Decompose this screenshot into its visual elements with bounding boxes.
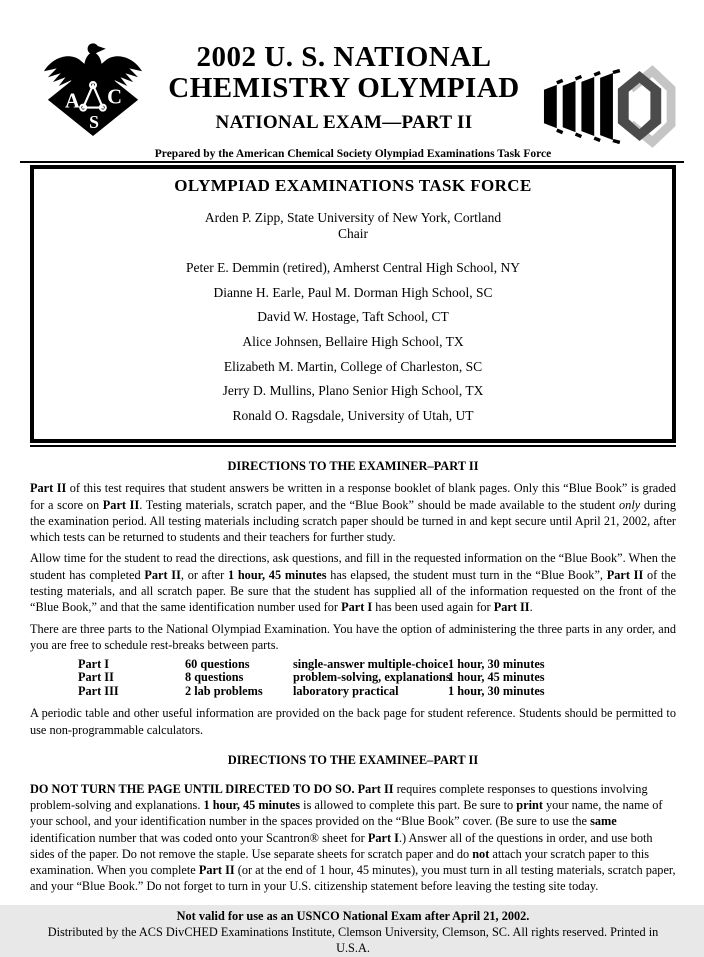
- schedule-row: [78, 658, 676, 671]
- acs-letter-s: S: [89, 112, 99, 133]
- page-footer: [30, 908, 676, 957]
- schedule-time: 1 hour, 30 minutes: [448, 683, 545, 698]
- taskforce-box: [30, 165, 676, 443]
- taskforce-box-underline: [30, 445, 676, 447]
- taskforce-member: Alice Johnsen, Bellaire High School, TX: [242, 334, 464, 349]
- examinee-paragraph: DO NOT TURN THE PAGE UNTIL DIRECTED TO DO SO. Part II requires complete responses to questions involving problem-solving and explanations. 1 hour, 45 minutes is allowed to complete this part. Be sure to print your name, the name of your school, and your identification number in the spaces provided on the “Blue Book” cover. (Be sure to use the same identification number that was coded onto your Scantron® sheet for Part I.) Answer all of the questions in order, and use both sides of the paper. Do not remove the staple. Use separate sheets for scratch paper and do not attach your scratch paper to this examination. When you complete Part II (or at the end of 1 hour, 45 minutes), you must turn in all testing materials, scratch paper, and your “Blue Book.” Do not forget to turn in your U.S. citizenship statement before leaving the testing site today.: [30, 781, 676, 894]
- page-title-line1: 2002 U. S. NATIONAL: [196, 41, 492, 73]
- taskforce-member: Jerry D. Mullins, Plano Senior High School, TX: [222, 383, 484, 399]
- chair-name: Arden P. Zipp, State University of New York, Cortland: [204, 210, 502, 225]
- title-block: [146, 36, 542, 134]
- schedule-questions: 8 questions: [185, 670, 244, 685]
- taskforce-member: David W. Hostage, Taft School, CT: [257, 309, 449, 325]
- exam-subtitle: NATIONAL EXAM—PART II: [215, 112, 473, 134]
- schedule-questions: 2 lab problems: [185, 683, 263, 698]
- validity-notice: Not valid for use as an USNCO National Exam after April 21, 2002.: [176, 908, 530, 923]
- schedule-part: Part I: [78, 657, 110, 672]
- schedule-time: 1 hour, 30 minutes: [448, 657, 545, 672]
- schedule-format: problem-solving, explanations: [293, 670, 451, 685]
- examiner-heading: DIRECTIONS TO THE EXAMINER–PART II: [227, 459, 479, 474]
- examinee-heading: DIRECTIONS TO THE EXAMINEE–PART II: [227, 752, 479, 767]
- schedule-part: Part II: [78, 670, 114, 685]
- chair-title: Chair: [338, 226, 368, 242]
- schedule-questions: 60 questions: [185, 657, 250, 672]
- taskforce-chair: [44, 210, 662, 243]
- examiner-paragraph-1: Part II of this test requires that student answers be written in a response booklet of blank pages. Only this “Blue Book” is graded for a score on Part II. Testing materials, scratch paper, and the “Blue Book” should be made available to the student only during the examination period. All testing materials including scratch paper should be turned in and kept secure until April 21, 2002, after which tests can be returned to students and their teachers for further study.: [30, 481, 677, 545]
- examinee-directions-section: [30, 753, 676, 895]
- taskforce-member: Peter E. Demmin (retired), Amherst Central High School, NY: [185, 259, 521, 275]
- examiner-closing-paragraph: A periodic table and other useful information are provided on the back page for student reference. Students should be permitted to use non-programmable calculators.: [30, 706, 676, 737]
- page-header: [30, 36, 676, 145]
- schedule-part: Part III: [78, 683, 119, 698]
- schedule-row: [78, 671, 676, 684]
- hexagon-tunnel-logo-icon: [542, 68, 676, 145]
- examiner-directions-section: [30, 459, 676, 738]
- taskforce-member: Ronald O. Ragsdale, University of Utah, UT: [232, 408, 474, 424]
- exam-schedule-table: [78, 658, 676, 698]
- acs-letter-a: A: [64, 90, 80, 113]
- distribution-line: Distributed by the ACS DivCHED Examinations Institute, Clemson University, Clemson, SC. All rights reserved. Printed in U.S.A.: [47, 925, 659, 956]
- schedule-row: [78, 685, 676, 698]
- taskforce-member: Dianne H. Earle, Paul M. Dorman High School, SC: [213, 284, 493, 300]
- schedule-format: laboratory practical: [293, 683, 399, 698]
- taskforce-heading: OLYMPIAD EXAMINATIONS TASK FORCE: [174, 176, 532, 195]
- page-title-line2: CHEMISTRY OLYMPIAD: [168, 71, 520, 104]
- acs-eagle-logo-icon: [40, 36, 146, 138]
- examiner-paragraph-2: Allow time for the student to read the directions, ask questions, and fill in the requested information on the “Blue Book”. When the student has completed Part II, or after 1 hour, 45 minutes has elapsed, the student must turn in the “Blue Book”, Part II of the testing materials, and all scratch paper. Be sure that the student has supplied all of the information requested on the front of the “Blue Book,” and that the same identification number used for Part I has been used again for Part II.: [30, 551, 677, 615]
- acs-letter-c: C: [107, 86, 123, 109]
- prepared-by-line: Prepared by the American Chemical Society Olympiad Examinations Task Force: [154, 148, 552, 160]
- taskforce-member: Elizabeth M. Martin, College of Charleston, SC: [223, 358, 483, 374]
- header-divider: [20, 161, 684, 163]
- schedule-time: 1 hour, 45 minutes: [448, 670, 545, 685]
- schedule-format: single-answer multiple-choice: [293, 657, 449, 672]
- examiner-paragraph-3: There are three parts to the National Olympiad Examination. You have the option of administering the three parts in any order, and you are free to schedule rest-breaks between parts.: [30, 621, 676, 652]
